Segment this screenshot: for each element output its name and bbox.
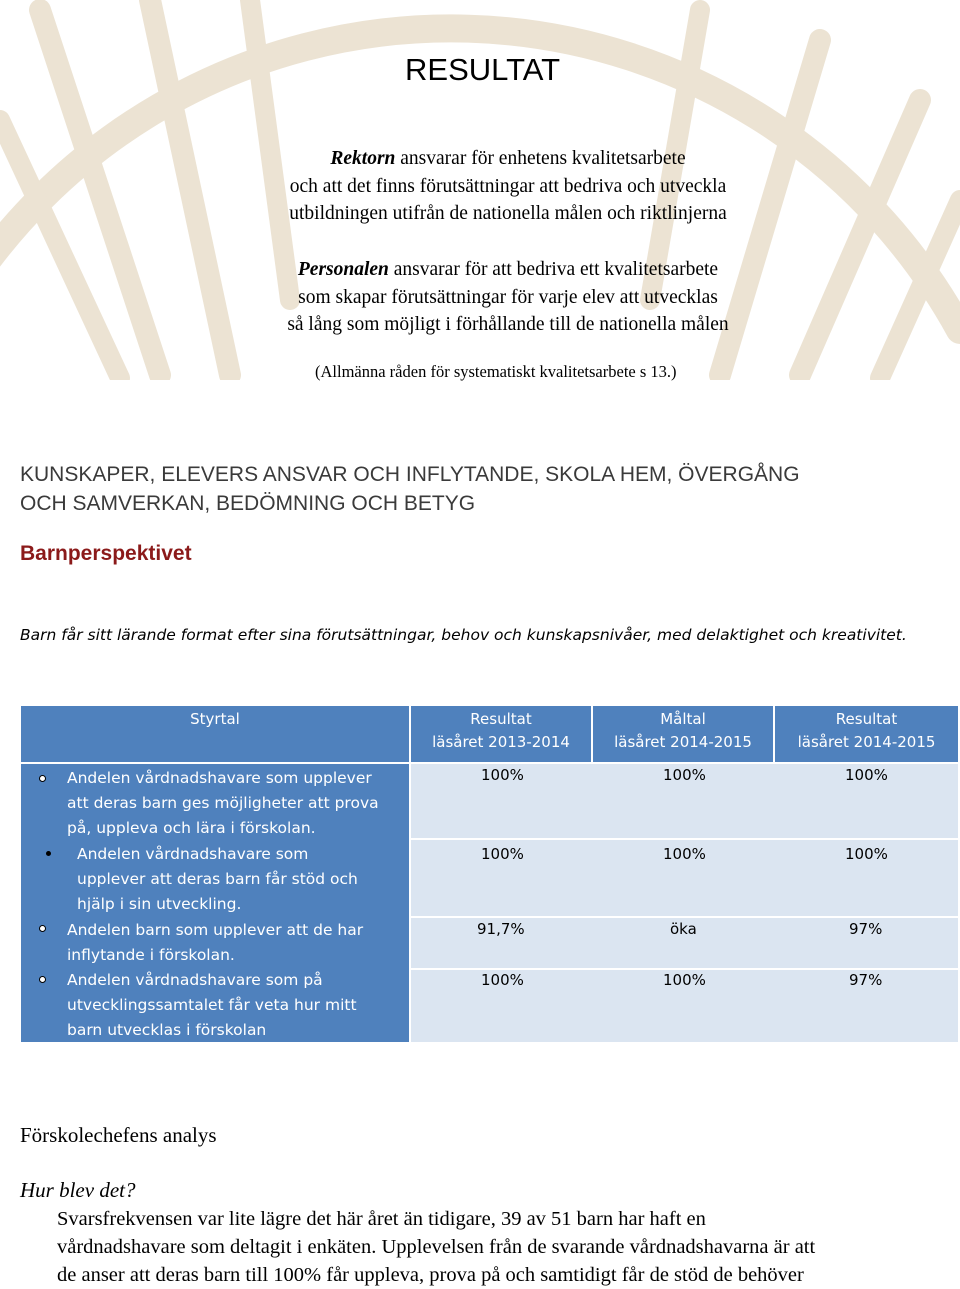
row3-resultat-2013: 91,7% (477, 920, 525, 938)
quote-rektor-line3: utbildningen utifrån de nationella målen och riktlinjerna (289, 203, 727, 224)
row2-maltal: 100% (663, 845, 706, 863)
row2-resultat-2014: 100% (845, 845, 888, 863)
row1-maltal: 100% (663, 766, 706, 784)
row4-maltal: 100% (663, 971, 706, 989)
quote-rektor-lead: Rektorn (330, 148, 396, 169)
header-resultat-2014-line1: Resultat (835, 710, 898, 728)
row4-resultat-2013: 100% (481, 971, 524, 989)
table-row (67, 968, 357, 1043)
section-heading (20, 460, 950, 518)
quote-personalen-lead: Personalen (297, 259, 389, 280)
header-styrtal-label: Styrtal (190, 710, 240, 728)
row1-line2: att deras barn ges möjligheter att prova (67, 794, 379, 812)
header-resultat-2014 (775, 706, 958, 762)
row1-resultat-2013: 100% (481, 766, 524, 784)
analysis-heading: Förskolechefens analys (20, 1123, 217, 1147)
quote-personalen-line1: ansvarar för att bedriva ett kvalitetsarbete (388, 259, 719, 280)
header-maltal-line1: Måltal (660, 710, 706, 728)
intro-text: Barn får sitt lärande format efter sina förutsättningar, behov och kunskapsnivåer, med delaktighet och kreativitet. (20, 626, 907, 644)
bullet-icon (39, 775, 46, 782)
header-resultat-2014-line2: läsåret 2014-2015 (797, 733, 936, 751)
quote-rektor (0, 145, 960, 228)
quote-rektor-line1: ansvarar för enhetens kvalitetsarbete (395, 148, 686, 169)
quote-reference: (Allmänna råden för systematiskt kvalitetsarbete s 13.) (315, 362, 677, 381)
table-row (67, 918, 363, 968)
section-heading-line1: KUNSKAPER, ELEVERS ANSVAR OCH INFLYTANDE, SKOLA HEM, ÖVERGÅNG (20, 463, 800, 486)
bullet-icon (39, 976, 46, 983)
analysis-line2: vårdnadshavare som deltagit i enkäten. Upplevelsen från de svarande vårdnadshavarna är att (57, 1236, 816, 1258)
row4-line3: barn utvecklas i förskolan (67, 1021, 267, 1039)
header-maltal-2014 (593, 706, 773, 762)
row2-line1: Andelen vårdnadshavare som (77, 845, 309, 863)
row1-resultat-2014: 100% (845, 766, 888, 784)
row2-line2: upplever att deras barn får stöd och (77, 870, 358, 888)
analysis-text (57, 1205, 957, 1289)
table-row (67, 766, 379, 841)
bullet-icon (46, 851, 51, 856)
row2-line3: hjälp i sin utveckling. (77, 895, 242, 913)
quote-rektor-line2: och att det finns förutsättningar att bedriva och utveckla (289, 175, 727, 197)
analysis-line1: Svarsfrekvensen var lite lägre det här året än tidigare, 39 av 51 barn har haft en (57, 1208, 706, 1230)
quote-personalen (0, 256, 960, 339)
header-resultat-2013 (411, 706, 591, 762)
row4-line2: utvecklingssamtalet får veta hur mitt (67, 996, 357, 1014)
quote-personalen-line2: som skapar förutsättningar för varje elev att utvecklas (298, 286, 718, 308)
table-row (77, 842, 358, 917)
row3-line2: inflytande i förskolan. (67, 946, 235, 964)
row4-line1: Andelen vårdnadshavare som på (67, 971, 323, 989)
section-subheading: Barnperspektivet (20, 542, 192, 565)
section-heading-line2: OCH SAMVERKAN, BEDÖMNING OCH BETYG (20, 492, 476, 515)
row3-line1: Andelen barn som upplever att de har (67, 921, 364, 939)
header-maltal-line2: läsåret 2014-2015 (614, 733, 752, 751)
header-resultat-2013-line1: Resultat (470, 710, 532, 728)
bullet-icon (39, 925, 46, 932)
header-resultat-2013-line2: läsåret 2013-2014 (432, 733, 570, 751)
row2-resultat-2013: 100% (481, 845, 524, 863)
row3-maltal: öka (670, 920, 697, 938)
page-title: RESULTAT (405, 52, 561, 87)
row1-line1: Andelen vårdnadshavare som upplever (67, 769, 372, 787)
results-table (21, 706, 958, 1042)
analysis-line3: de anser att deras barn till 100% får uppleva, prova på och samtidigt får de stöd de behöver (57, 1264, 804, 1286)
quote-personalen-line3: så lång som möjligt i förhållande till de nationella målen (287, 314, 729, 335)
row1-line3: på, uppleva och lära i förskolan. (67, 819, 316, 837)
row4-resultat-2014: 97% (849, 971, 883, 989)
row3-resultat-2014: 97% (849, 920, 883, 938)
analysis-subheading: Hur blev det? (20, 1178, 136, 1202)
header-styrtal (21, 706, 409, 762)
